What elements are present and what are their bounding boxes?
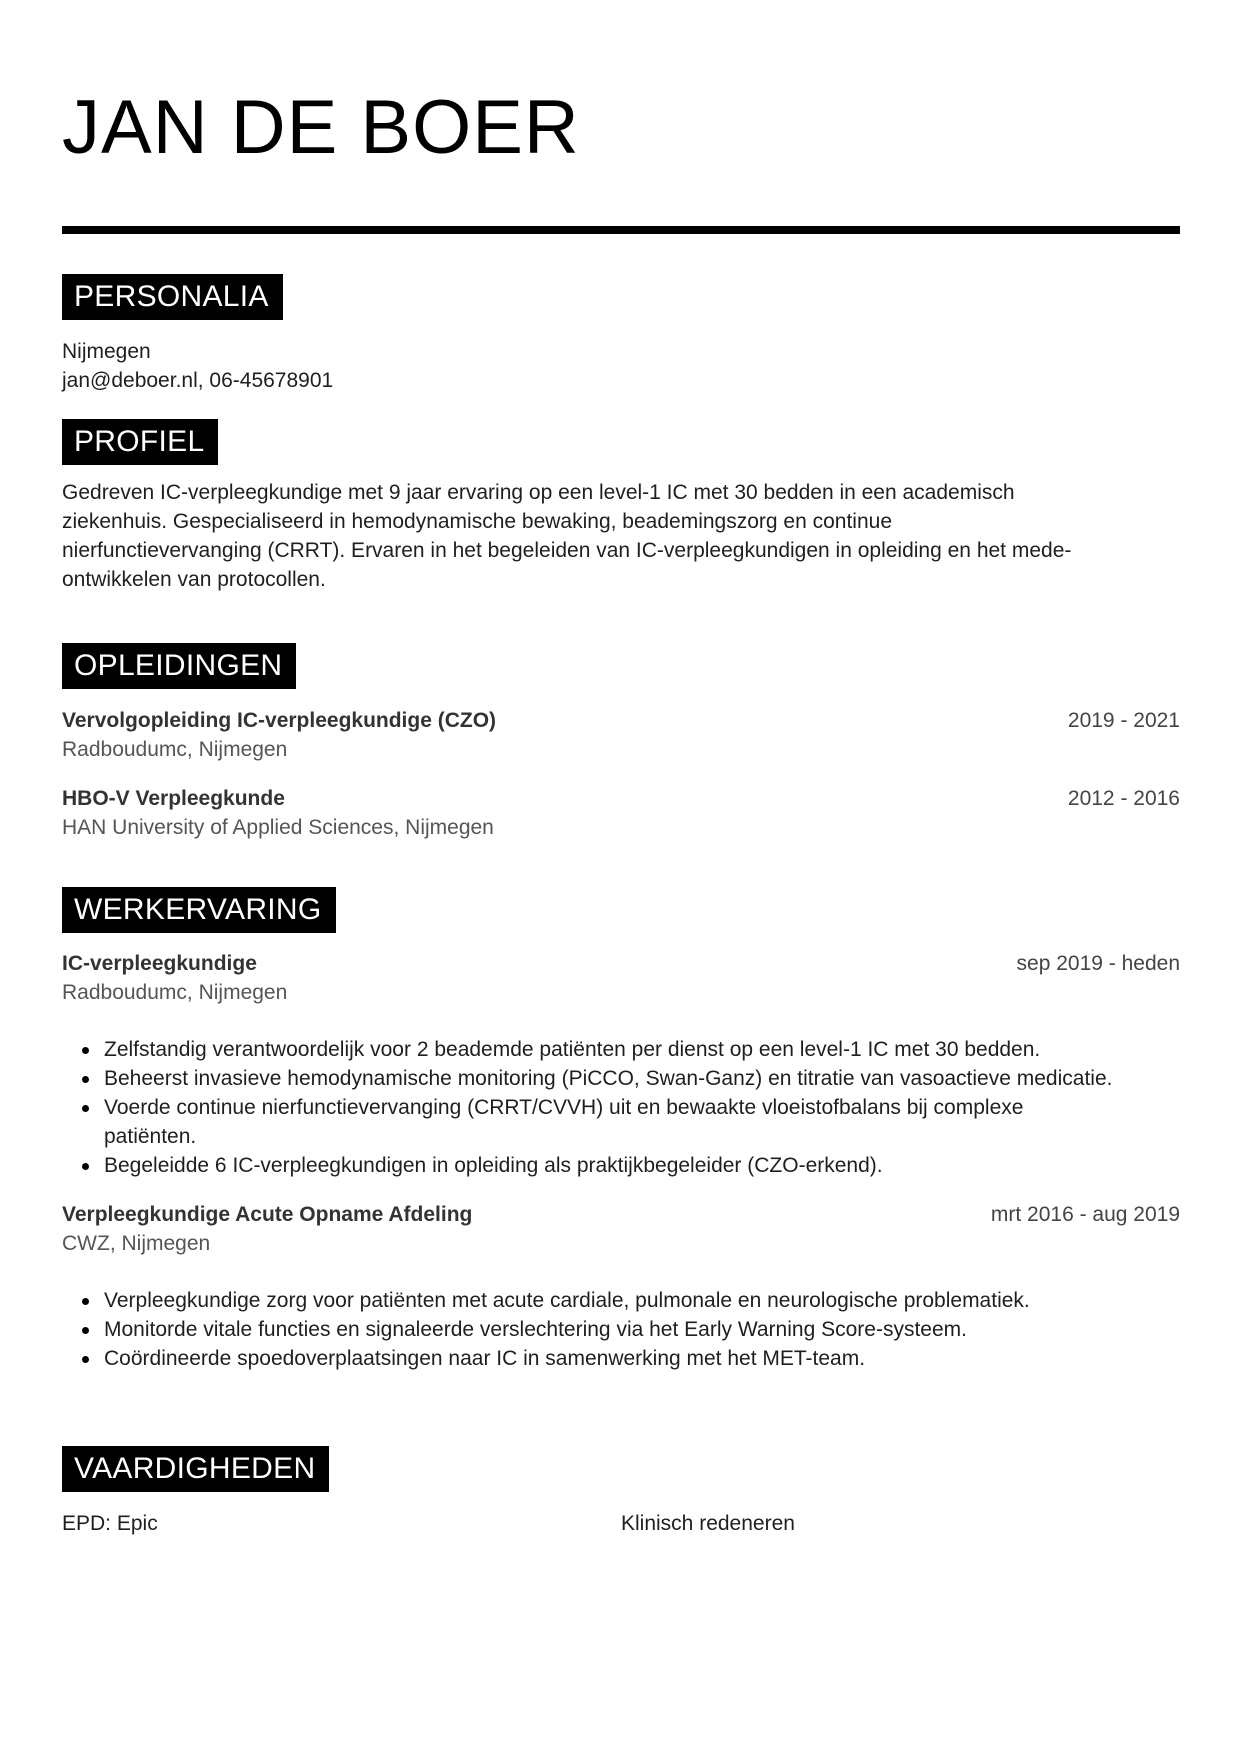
job-entry xyxy=(62,1200,1180,1373)
job-bullet: Beheerst invasieve hemodynamische monitoring (PiCCO, Swan-Ganz) en titratie van vasoactieve medicatie. xyxy=(104,1064,1114,1093)
candidate-name: JAN DE BOER xyxy=(62,85,580,170)
skills-list xyxy=(62,1509,1180,1538)
education-entry xyxy=(62,706,1180,764)
education-title: HBO-V Verpleegkunde xyxy=(62,787,285,810)
education-entry xyxy=(62,784,1180,842)
profiel-line: ontwikkelen van protocollen. xyxy=(62,568,326,591)
job-bullet: Monitorde vitale functies en signaleerde verslechtering via het Early Warning Score-systeem. xyxy=(104,1315,1180,1344)
job-title: Verpleegkundige Acute Opname Afdeling xyxy=(62,1203,473,1226)
education-title: Vervolgopleiding IC-verpleegkundige (CZO) xyxy=(62,709,497,732)
header-divider xyxy=(62,226,1180,234)
werkervaring-section xyxy=(62,887,1180,1373)
vaardigheden-heading: VAARDIGHEDEN xyxy=(62,1446,329,1492)
job-bullet: Begeleidde 6 IC-verpleegkundigen in opleiding als praktijkbegeleider (CZO-erkend). xyxy=(104,1151,1180,1180)
job-title: IC-verpleegkundige xyxy=(62,952,257,975)
profiel-line: nierfunctievervanging (CRRT). Ervaren in het begeleiden van IC-verpleegkundigen in opleiding en het mede- xyxy=(62,539,1072,562)
education-date: 2012 - 2016 xyxy=(1067,787,1180,810)
job-bullet: Coördineerde spoedoverplaatsingen naar IC in samenwerking met het MET-team. xyxy=(104,1344,1180,1373)
personalia-section xyxy=(62,274,1180,395)
job-bullets xyxy=(62,1286,1180,1373)
job-date: mrt 2016 - aug 2019 xyxy=(990,1203,1180,1226)
profiel-line: Gedreven IC-verpleegkundige met 9 jaar ervaring op een level-1 IC met 30 bedden in een academisch xyxy=(62,481,1015,504)
personalia-contact: jan@deboer.nl, 06-45678901 xyxy=(62,369,334,392)
personalia-city: Nijmegen xyxy=(62,340,151,363)
profiel-text xyxy=(62,478,1180,594)
personalia-heading: PERSONALIA xyxy=(62,274,283,320)
job-bullet: Verpleegkundige zorg voor patiënten met acute cardiale, pulmonale en neurologische problematiek. xyxy=(104,1286,1180,1315)
profiel-section xyxy=(62,419,1180,594)
skill-item: EPD: Epic xyxy=(62,1512,158,1535)
profiel-heading: PROFIEL xyxy=(62,419,218,465)
job-entry xyxy=(62,949,1180,1180)
education-institution: Radboudumc, Nijmegen xyxy=(62,738,288,761)
vaardigheden-section xyxy=(62,1446,1180,1538)
job-employer: CWZ, Nijmegen xyxy=(62,1232,211,1255)
job-bullet: Zelfstandig verantwoordelijk voor 2 beademde patiënten per dienst op een level-1 IC met 30 bedden. xyxy=(104,1035,1180,1064)
skill-item: Klinisch redeneren xyxy=(621,1512,795,1535)
opleidingen-heading: OPLEIDINGEN xyxy=(62,643,296,689)
job-bullets xyxy=(62,1035,1180,1180)
job-bullet: Voerde continue nierfunctievervanging (CRRT/CVVH) uit en bewaakte vloeistofbalans bij complexe patiënten. xyxy=(104,1093,1114,1151)
job-date: sep 2019 - heden xyxy=(1016,952,1180,975)
werkervaring-heading: WERKERVARING xyxy=(62,887,336,933)
education-date: 2019 - 2021 xyxy=(1067,709,1180,732)
opleidingen-section xyxy=(62,643,1180,842)
profiel-line: ziekenhuis. Gespecialiseerd in hemodynamische bewaking, beademingszorg en continue xyxy=(62,510,892,533)
education-institution: HAN University of Applied Sciences, Nijmegen xyxy=(62,816,494,839)
job-employer: Radboudumc, Nijmegen xyxy=(62,981,288,1004)
